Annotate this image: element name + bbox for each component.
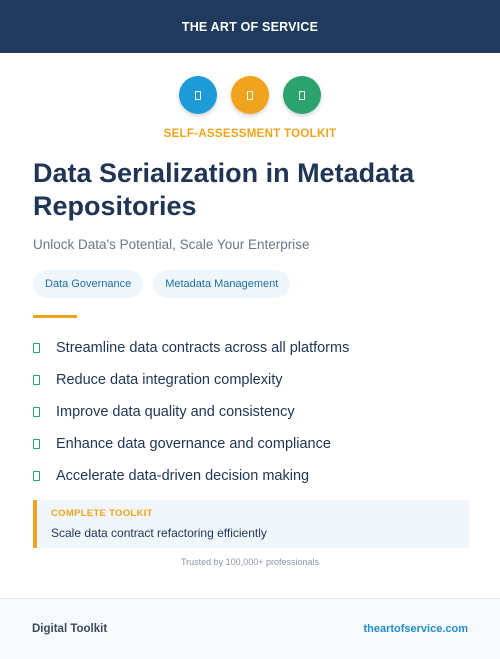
trust-note: Trusted by 100,000+ professionals bbox=[180, 557, 319, 567]
list-item bbox=[33, 396, 349, 428]
toolkit-callout bbox=[33, 500, 469, 548]
checkbox-icon bbox=[33, 407, 40, 417]
page-title: Data Serialization in Metadata Repositories bbox=[33, 158, 415, 221]
list-item bbox=[33, 460, 349, 492]
checkbox-icon bbox=[33, 343, 40, 353]
checkbox-icon bbox=[33, 471, 40, 481]
tag-metadata-management: Metadata Management bbox=[153, 270, 290, 298]
footer-label: Digital Toolkit bbox=[32, 623, 108, 635]
list-item-text: Improve data quality and consistency bbox=[56, 404, 295, 420]
benefit-list bbox=[33, 332, 349, 492]
list-item bbox=[33, 428, 349, 460]
accent-divider bbox=[33, 315, 77, 318]
footer bbox=[0, 598, 500, 659]
subtitle: Unlock Data's Potential, Scale Your Enterprise bbox=[33, 237, 310, 252]
checkbox-icon bbox=[33, 439, 40, 449]
icon-row bbox=[0, 76, 500, 114]
list-item-text: Reduce data integration complexity bbox=[56, 372, 283, 388]
checkbox-icon bbox=[33, 375, 40, 385]
list-item bbox=[33, 332, 349, 364]
list-item bbox=[33, 364, 349, 396]
document-icon bbox=[283, 76, 321, 114]
eyebrow-label: SELF-ASSESSMENT TOOLKIT bbox=[163, 128, 337, 140]
website-link[interactable]: theartofservice.com bbox=[363, 623, 468, 635]
brand-name: THE ART OF SERVICE bbox=[181, 19, 319, 34]
top-banner bbox=[0, 0, 500, 53]
list-item-text: Accelerate data-driven decision making bbox=[56, 468, 310, 484]
list-item-text: Enhance data governance and compliance bbox=[56, 436, 331, 452]
callout-text: Scale data contract refactoring efficiently bbox=[51, 526, 267, 540]
tag-list bbox=[33, 270, 290, 298]
list-item-text: Streamline data contracts across all platforms bbox=[56, 340, 350, 356]
document-icon bbox=[231, 76, 269, 114]
tag-data-governance: Data Governance bbox=[33, 270, 143, 298]
callout-label: COMPLETE TOOLKIT bbox=[51, 508, 153, 519]
document-icon bbox=[179, 76, 217, 114]
